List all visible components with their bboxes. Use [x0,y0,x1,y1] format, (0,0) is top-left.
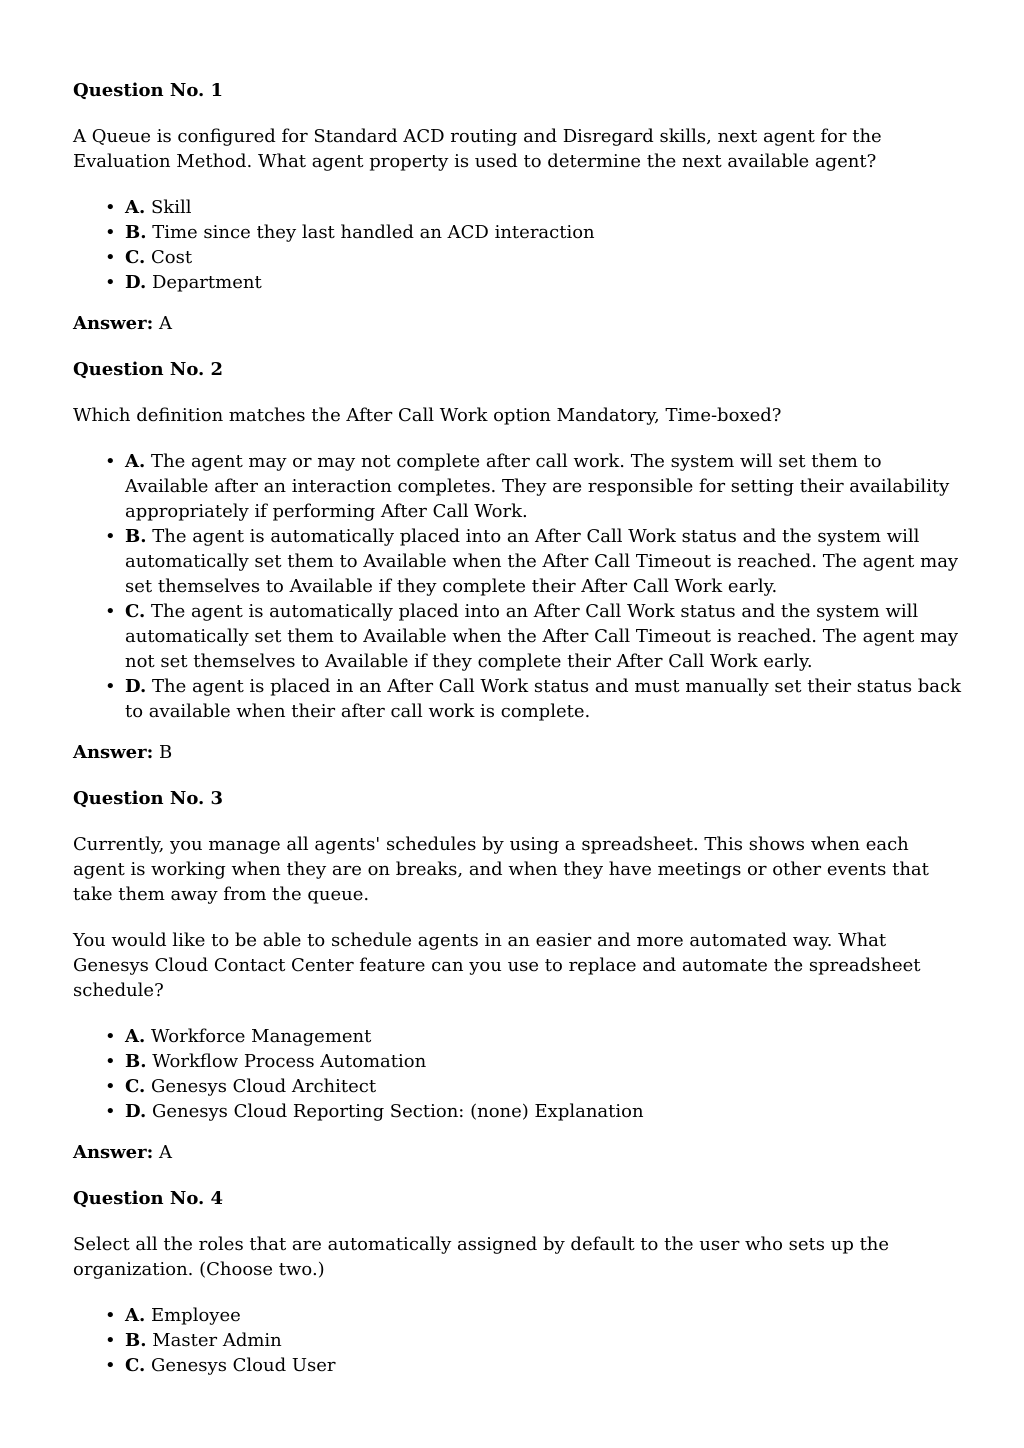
option-item: • A. The agent may or may not complete after call work. The system will set them to Available after an interaction completes. They are responsible for setting their availability appropriately if performing After Call Work. [105,451,950,522]
option-list [73,449,963,724]
option-letter: A. [125,1305,146,1326]
question-text: You would like to be able to schedule agents in an easier and more automated way. What Genesys Cloud Contact Center feature can you use to replace and automate the spreadsheet schedule? [73,930,921,1001]
option-letter: B. [125,1051,147,1072]
option-item: • B. Master Admin [105,1330,282,1351]
option-item: • A. Employee [105,1305,241,1326]
option-text: Workflow Process Automation [152,1051,427,1072]
question-text: Select all the roles that are automatically assigned by default to the user who sets up the organization. (Choose two.) [73,1234,890,1280]
answer-value: A [159,313,172,334]
answer-line [73,1140,963,1165]
question-title: Question No. 3 [73,788,224,809]
question-2 [73,357,963,765]
option-text: Department [151,272,262,293]
option-text: Master Admin [152,1330,282,1351]
option-text: Employee [150,1305,241,1326]
option-letter: A. [125,197,146,218]
question-title: Question No. 1 [73,80,224,101]
option-letter: A. [125,451,146,472]
option-item: • C. Genesys Cloud Architect [105,1076,377,1097]
option-list [73,195,963,295]
answer-line [73,740,963,765]
question-3 [73,786,963,1165]
option-text: Skill [150,197,192,218]
answer-line [73,311,963,336]
option-list [73,1303,963,1378]
question-title: Question No. 4 [73,1188,224,1209]
option-item: • C. Genesys Cloud User [105,1355,336,1376]
option-item: • B. Time since they last handled an ACD interaction [105,222,595,243]
option-text: Time since they last handled an ACD interaction [152,222,595,243]
option-item: • A. Skill [105,197,192,218]
option-item: • D. The agent is placed in an After Call Work status and must manually set their status back to available when their after call work is complete. [105,676,962,722]
answer-label: Answer: [73,313,154,334]
question-text: Which definition matches the After Call Work option Mandatory, Time-boxed? [73,405,782,426]
option-text: Genesys Cloud User [151,1355,336,1376]
option-letter: D. [125,676,147,697]
option-text: Workforce Management [150,1026,372,1047]
answer-label: Answer: [73,742,154,763]
option-letter: C. [125,1076,146,1097]
option-text: Genesys Cloud Architect [151,1076,377,1097]
question-text: A Queue is configured for Standard ACD routing and Disregard skills, next agent for the Evaluation Method. What agent property is used to determine the next available agent? [73,126,882,172]
option-letter: B. [125,1330,147,1351]
option-text: The agent may or may not complete after call work. The system will set them to Available after an interaction completes. They are responsible for setting their availability appropriately if performing After Call Work. [125,451,950,522]
option-item: • A. Workforce Management [105,1026,372,1047]
option-letter: D. [125,272,147,293]
option-text: Cost [151,247,193,268]
answer-value: A [159,1142,172,1163]
option-letter: C. [125,247,146,268]
question-1 [73,78,963,336]
option-letter: B. [125,526,147,547]
option-letter: C. [125,601,146,622]
question-title: Question No. 2 [73,359,224,380]
option-item: • D. Genesys Cloud Reporting Section: (none) Explanation [105,1101,644,1122]
question-4 [73,1186,963,1378]
option-text: Genesys Cloud Reporting Section: (none) Explanation [151,1101,644,1122]
option-item: • C. Cost [105,247,193,268]
option-letter: B. [125,222,147,243]
option-item: • C. The agent is automatically placed into an After Call Work status and the system will automatically set them to Available when the After Call Timeout is reached. The agent may not set themselves to Available if they complete their After Call Work early. [105,601,959,672]
option-letter: D. [125,1101,147,1122]
option-text: The agent is placed in an After Call Work status and must manually set their status back to available when their after call work is complete. [125,676,962,722]
answer-label: Answer: [73,1142,154,1163]
option-item: • D. Department [105,272,262,293]
question-text: Currently, you manage all agents' schedules by using a spreadsheet. This shows when each agent is working when they are on breaks, and when they have meetings or other events that take them away from the queue. [73,834,929,905]
option-letter: A. [125,1026,146,1047]
option-text: The agent is automatically placed into an After Call Work status and the system will automatically set them to Available when the After Call Timeout is reached. The agent may set themselves to Available if they complete their After Call Work early. [125,526,959,597]
option-text: The agent is automatically placed into an After Call Work status and the system will automatically set them to Available when the After Call Timeout is reached. The agent may not set themselves to Available if they complete their After Call Work early. [125,601,959,672]
option-letter: C. [125,1355,146,1376]
option-list [73,1024,963,1124]
answer-value: B [159,742,173,763]
document-page [73,78,963,1378]
option-item: • B. The agent is automatically placed into an After Call Work status and the system will automatically set them to Available when the After Call Timeout is reached. The agent may set themselves to Available if they complete their After Call Work early. [105,526,959,597]
option-item: • B. Workflow Process Automation [105,1051,427,1072]
